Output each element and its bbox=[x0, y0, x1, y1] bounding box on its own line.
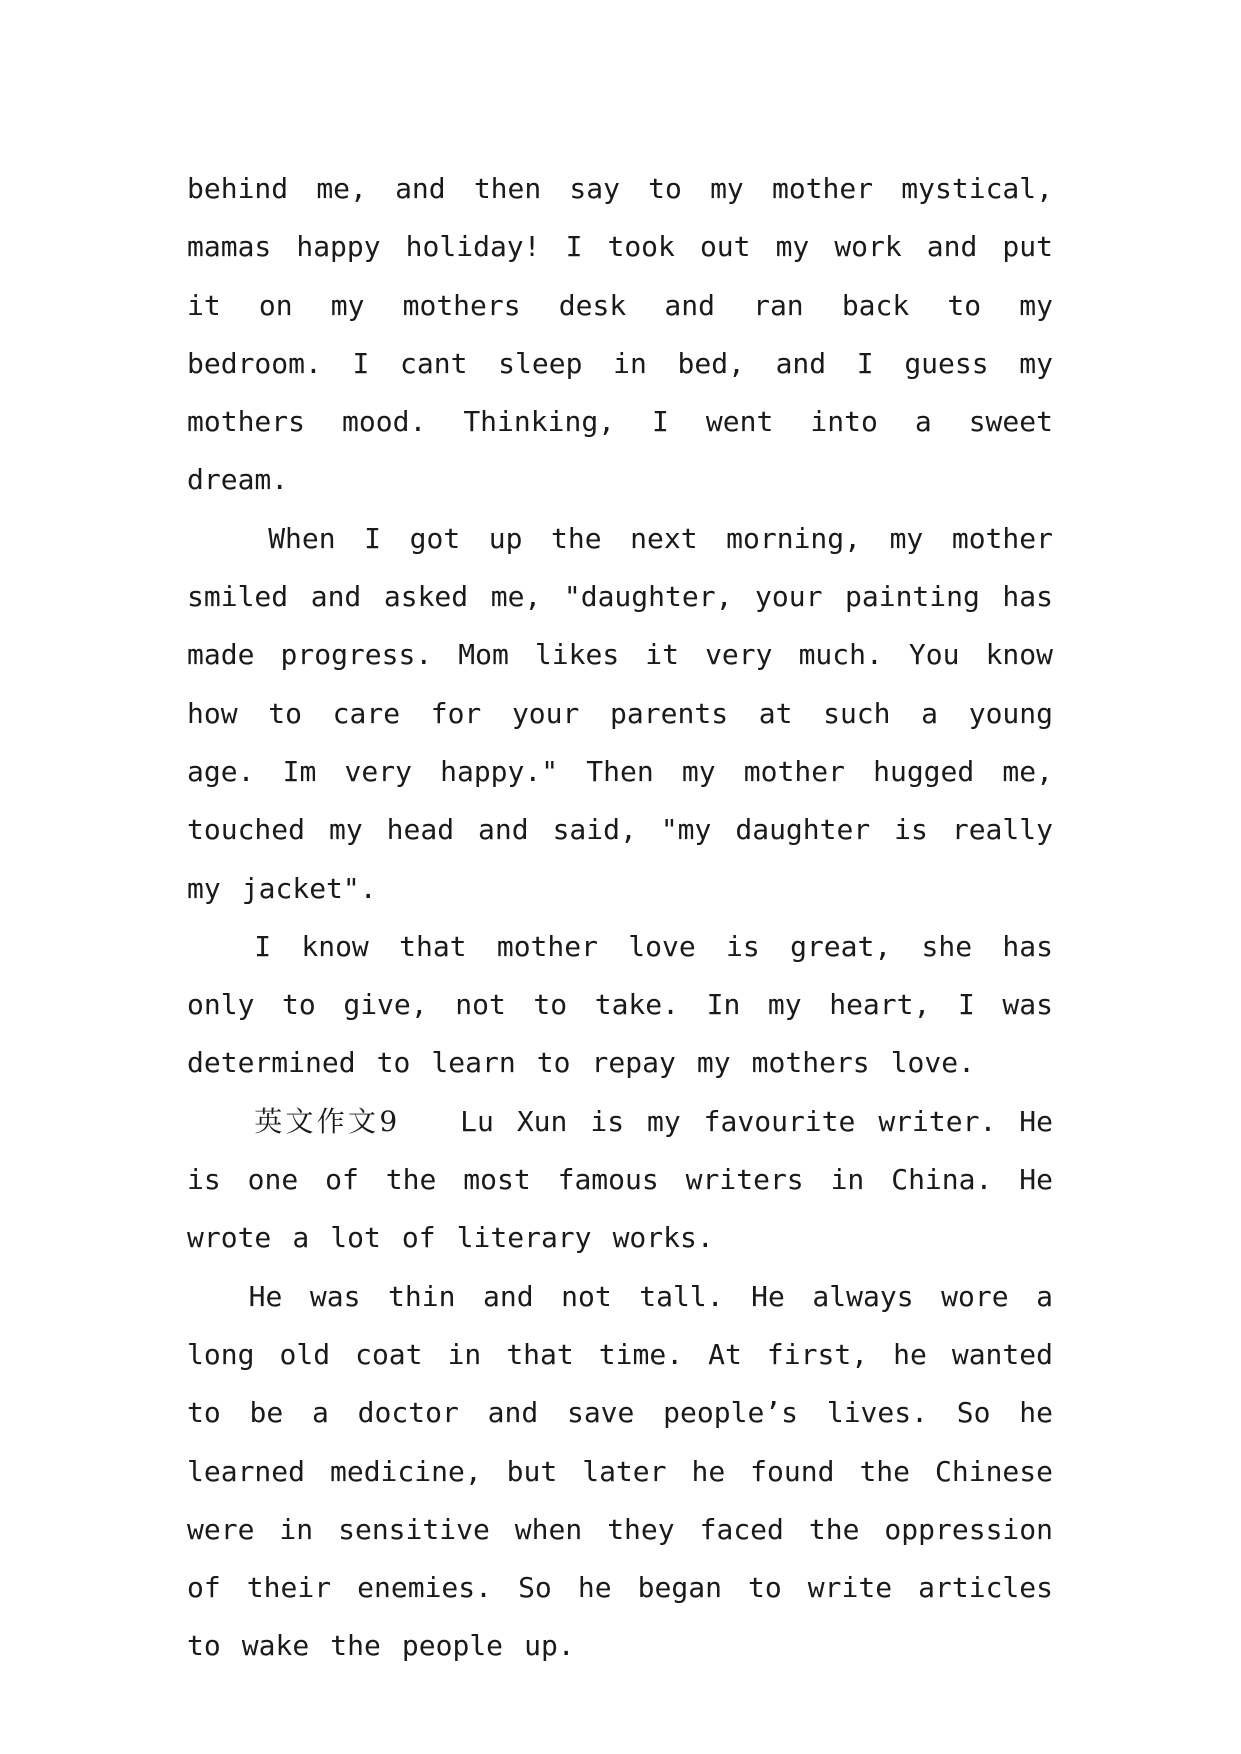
paragraph-2: When I got up the next morning, my mother smiled and asked me, "daughter, your painting has made progress. Mom likes it very much. You know how to care for your parents at such a young age. Im very happy." Then my mother hugged me, touched my head and said, "my daughter is really my jacket". bbox=[187, 521, 1053, 905]
document-body bbox=[187, 160, 1053, 1676]
paragraph-4-text: Lu Xun is my favourite writer. He is one of the most famous writers in China. He wrote a lot of literary works. bbox=[187, 1104, 1053, 1255]
paragraph-3: I know that mother love is great, she has only to give, not to take. In my heart, I was determined to learn to repay my mothers love. bbox=[187, 929, 1053, 1080]
paragraph-5: He was thin and not tall. He always wore a long old coat in that time. At first, he wanted to be a doctor and save people’s lives. So he learned medicine, but later he found the Chinese were in sensitive when they faced the oppression of their enemies. So he began to write articles to wake the people up. bbox=[187, 1279, 1053, 1663]
section-heading: 英文作文9 bbox=[254, 1104, 399, 1138]
paragraph-1: behind me, and then say to my mother mystical, mamas happy holiday! I took out my work and put it on my mothers desk and ran back to my bedroom. I cant sleep in bed, and I guess my mothers mood. Thinking, I went into a sweet dream. bbox=[187, 172, 1053, 497]
paragraph-4 bbox=[187, 1093, 1053, 1268]
